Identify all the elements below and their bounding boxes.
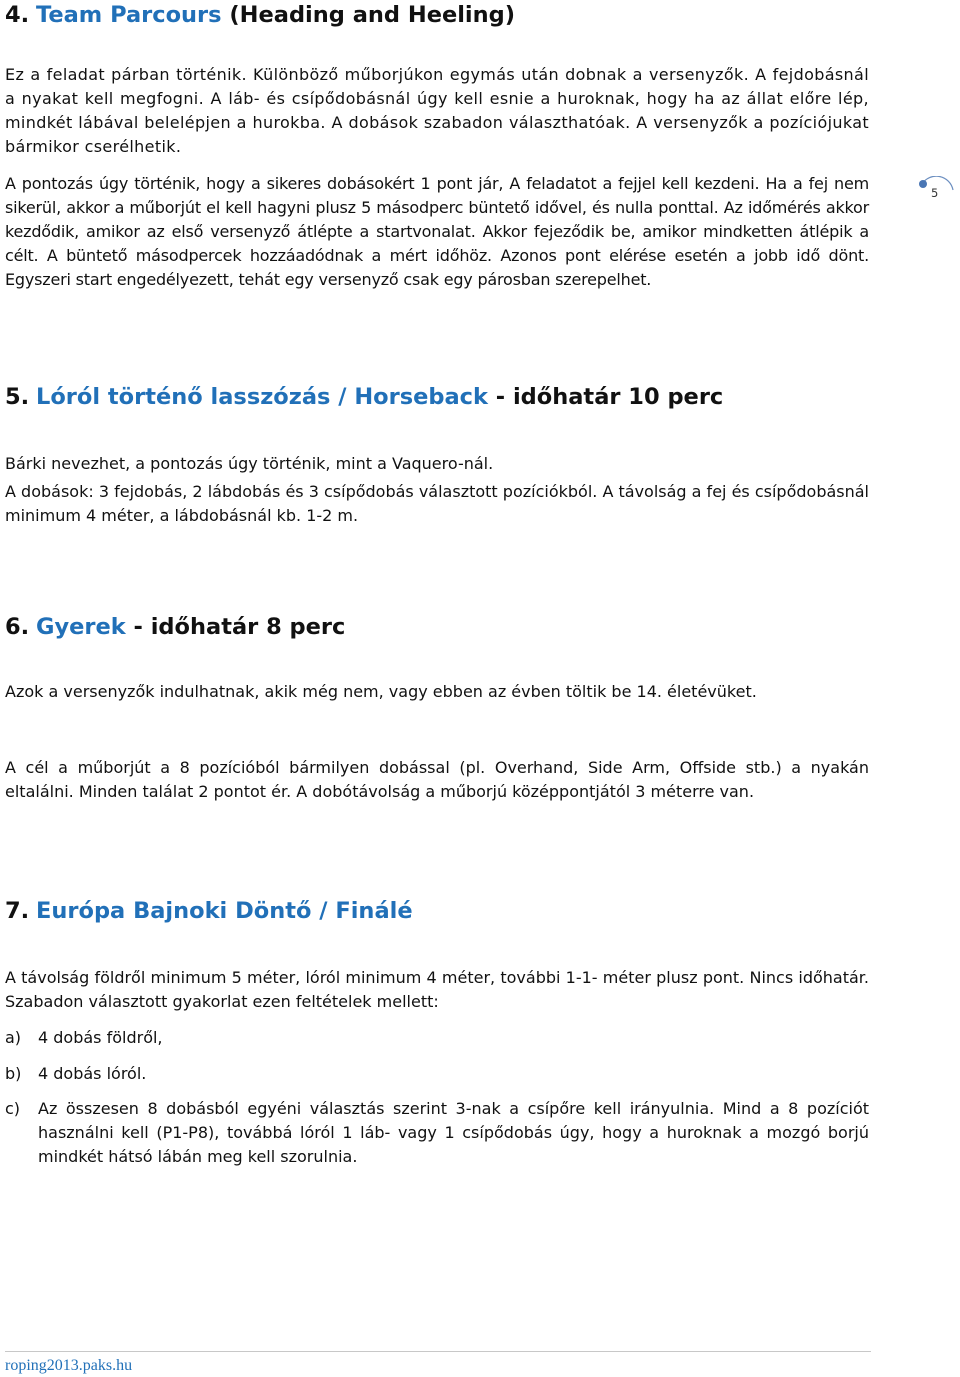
section-title-highlight: Lóról történő lasszózás / Horseback: [36, 384, 488, 410]
section-7-heading: [5, 896, 869, 926]
list-item-text: Az összesen 8 dobásból egyéni választás szerint 3-nak a csípőre kell irányulnia. Mind a 8 pozíciót használni kell (P1-P8), továbbá lóról 1 láb- vagy 1 csípődobás úgy, hogy a huroknak a mozgó borjú mindkét hátsó lábán meg kell szorulnia.: [38, 1099, 869, 1166]
section-5-para-2: A dobások: 3 fejdobás, 2 lábdobás és 3 csípődobás választott pozíciókból. A távolság a fej és csípődobásnál minimum 4 méter, a lábdobásnál kb. 1-2 m.: [5, 482, 869, 525]
section-6-para-1: Azok a versenyzők indulhatnak, akik még nem, vagy ebben az évben töltik be 14. életévüket.: [5, 682, 757, 701]
section-5-para-1-wrap: [5, 452, 869, 476]
page-number: 5: [931, 186, 939, 200]
section-6-heading: [5, 612, 869, 642]
section-4-heading: [5, 0, 869, 30]
section-title-highlight: Európa Bajnoki Döntő / Finálé: [36, 898, 413, 924]
section-4-para-1-wrap: [5, 63, 869, 159]
section-title-rest: (Heading and Heeling): [221, 2, 516, 28]
section-title-rest: - időhatár 8 perc: [125, 614, 346, 640]
section-4: [5, 0, 869, 30]
section-5: [5, 382, 869, 412]
section-title-highlight: Team Parcours: [36, 2, 222, 28]
section-number: 4.: [5, 2, 30, 28]
section-number: 7.: [5, 898, 30, 924]
list-item-label: a): [5, 1028, 22, 1047]
list-item-label: b): [5, 1064, 22, 1083]
section-6-para-2: A cél a műborjút a 8 pozícióból bármilyen dobással (pl. Overhand, Side Arm, Offside stb.) a nyakán eltalálni. Minden találat 2 pontot ér. A dobótávolság a műborjú középpontjától 3 méterre van.: [5, 758, 869, 801]
list-item-text: 4 dobás lóról.: [38, 1064, 147, 1083]
section-4-para-2: A pontozás úgy történik, hogy a sikeres dobásokért 1 pont jár, A feladatot a fejjel kell kezdeni. Ha a fej nem sikerül, akkor a műborjút el kell hagyni plusz 5 másodperc büntető idővel, és nulla ponttal. Az időmérés akkor kezdődik, amikor az első versenyző átlépte a startvonalat. Akkor fejeződik be, amikor mindketten átlépik a célt. A büntető másodpercek hozzáadódnak a mért időhöz. Azonos pont elérése esetén a jobb idő dönt. Egyszeri start engedélyezett, tehát egy versenyző csak egy párosban szerepelhet.: [5, 174, 869, 289]
section-title-rest: - időhatár 10 perc: [487, 384, 724, 410]
footer-url: roping2013.paks.hu: [5, 1357, 133, 1374]
section-4-para-2-wrap: [5, 172, 869, 292]
list-item-label: c): [5, 1099, 21, 1118]
section-6-para-2-wrap: [5, 756, 869, 804]
section-number: 5.: [5, 384, 30, 410]
list-item: [5, 1062, 869, 1086]
section-7: [5, 896, 869, 926]
section-7-para-1: A távolság földről minimum 5 méter, lóról minimum 4 méter, további 1-1- méter plusz pont. Nincs időhatár. Szabadon választott gyakorlat ezen feltételek mellett:: [5, 968, 869, 1011]
footer-rule: [5, 1351, 871, 1352]
list-item-text: 4 dobás földről,: [38, 1028, 163, 1047]
section-6: [5, 612, 869, 642]
section-5-para-2-wrap: [5, 480, 869, 528]
list-item: [5, 1026, 869, 1050]
section-5-para-1: Bárki nevezhet, a pontozás úgy történik, mint a Vaquero-nál.: [5, 454, 494, 473]
section-5-heading: [5, 382, 869, 412]
section-4-para-1: Ez a feladat párban történik. Különböző műborjúkon egymás után dobnak a versenyzők. A fejdobásnál a nyakat kell megfogni. A láb- és csípődobásnál úgy kell esnie a huroknak, hogy ha az állat előre lép, mindkét lábával belelépjen a hurokba. A dobások szabadon választhatóak. A versenyzők a pozíciójukat bármikor cserélhetik.: [5, 65, 869, 156]
section-number: 6.: [5, 614, 30, 640]
section-title-highlight: Gyerek: [36, 614, 126, 640]
list-item: [5, 1097, 869, 1169]
section-7-para-1-wrap: [5, 966, 869, 1014]
section-6-para-1-wrap: [5, 680, 869, 704]
